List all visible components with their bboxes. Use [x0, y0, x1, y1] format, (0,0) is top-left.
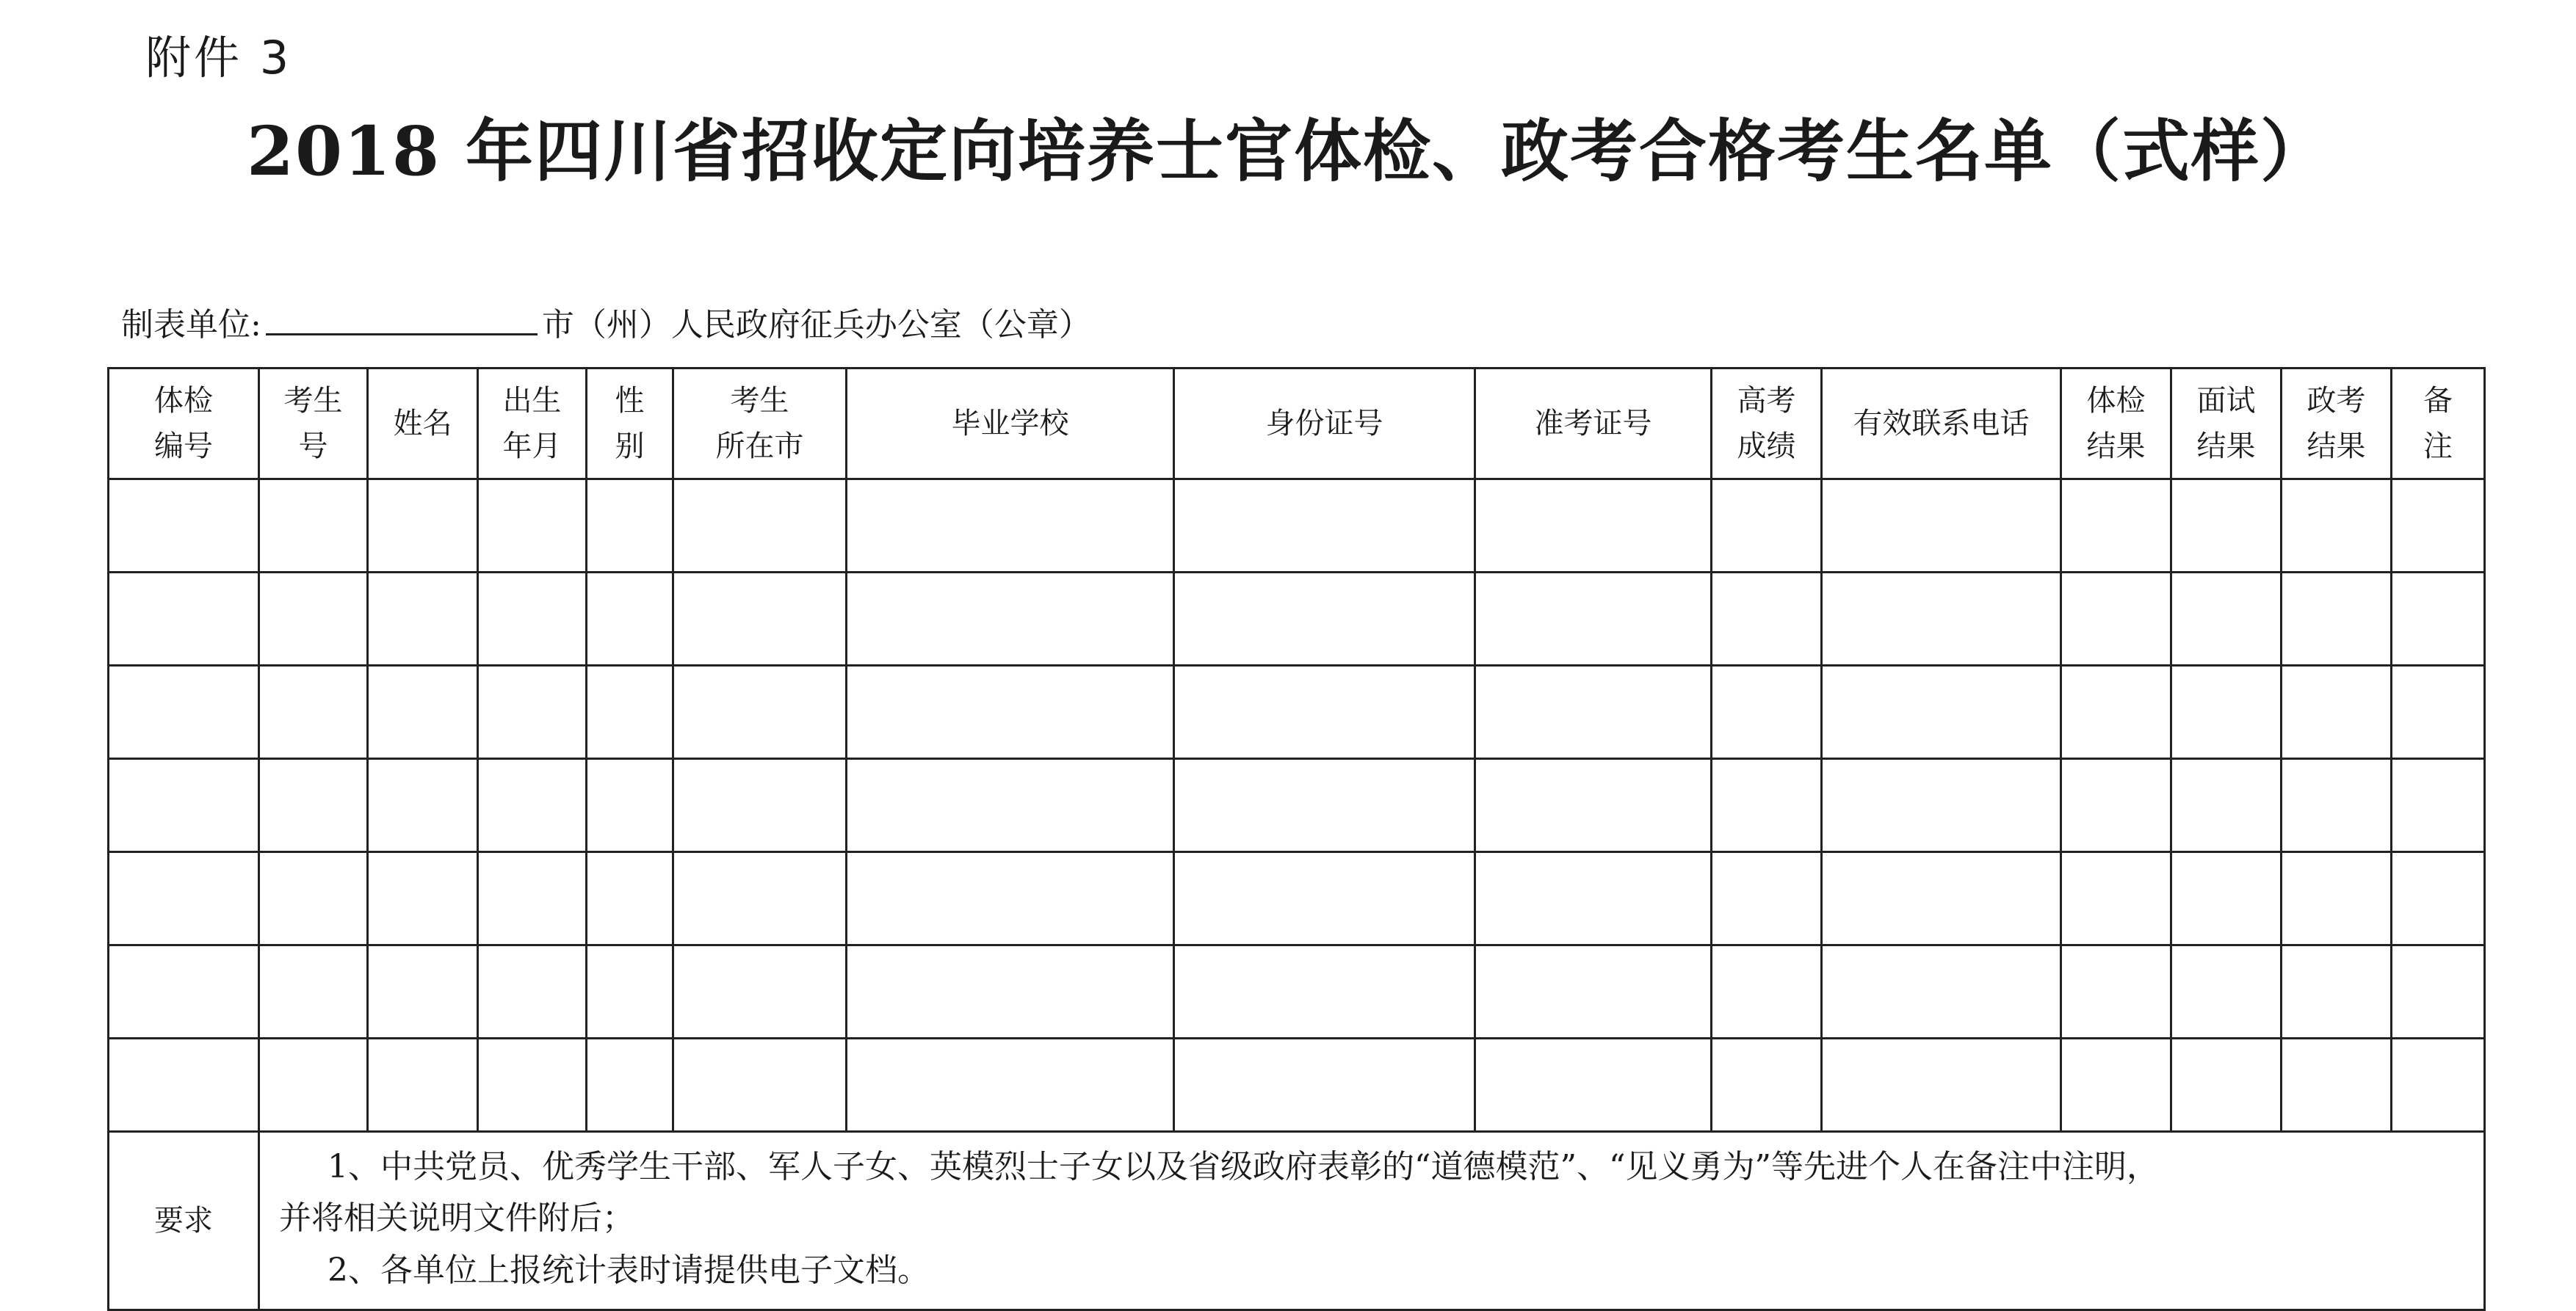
table-cell[interactable] [587, 573, 673, 666]
table-row [109, 759, 2485, 852]
issuing-unit-label: 制表单位: [121, 306, 261, 344]
table-cell[interactable] [109, 573, 259, 666]
table-cell[interactable] [2392, 573, 2485, 666]
table-cell[interactable] [1712, 573, 1822, 666]
table-cell[interactable] [1174, 852, 1475, 945]
table-cell[interactable] [587, 1039, 673, 1132]
table-cell[interactable] [1174, 1039, 1475, 1132]
table-cell[interactable] [1822, 1039, 2061, 1132]
table-row [109, 852, 2485, 945]
table-cell[interactable] [109, 1039, 259, 1132]
table-cell[interactable] [478, 945, 587, 1039]
requirements-row [109, 1132, 2485, 1310]
table-cell[interactable] [2392, 759, 2485, 852]
table-cell[interactable] [2171, 479, 2282, 573]
header-gender: 性 别 [587, 368, 673, 479]
table-cell[interactable] [587, 759, 673, 852]
header-remarks: 备 注 [2392, 368, 2485, 479]
table-cell[interactable] [1174, 573, 1475, 666]
requirement-item-1-continued: 并将相关说明文件附后； [279, 1199, 634, 1238]
table-cell[interactable] [2061, 666, 2171, 759]
table-cell[interactable] [847, 1039, 1174, 1132]
table-cell[interactable] [673, 945, 847, 1039]
table-cell[interactable] [2061, 573, 2171, 666]
table-cell[interactable] [1174, 945, 1475, 1039]
table-cell[interactable] [2282, 666, 2392, 759]
table-cell[interactable] [673, 573, 847, 666]
table-cell[interactable] [1174, 479, 1475, 573]
table-cell[interactable] [2392, 1039, 2485, 1132]
table-cell[interactable] [2171, 666, 2282, 759]
table-cell[interactable] [2282, 759, 2392, 852]
requirement-item-2: 2、各单位上报统计表时请提供电子文档。 [328, 1251, 930, 1289]
table-cell[interactable] [673, 759, 847, 852]
table-cell[interactable] [2392, 852, 2485, 945]
table-cell[interactable] [1475, 852, 1712, 945]
table-cell[interactable] [259, 1039, 368, 1132]
table-cell[interactable] [478, 573, 587, 666]
table-cell[interactable] [2061, 1039, 2171, 1132]
requirements-text [259, 1132, 2485, 1310]
table-cell[interactable] [109, 479, 259, 573]
table-cell[interactable] [1475, 666, 1712, 759]
table-cell[interactable] [2282, 945, 2392, 1039]
issuing-unit-suffix: 市（州）人民政府征兵办公室（公章） [541, 306, 1091, 344]
table-cell[interactable] [259, 573, 368, 666]
table-cell[interactable] [2171, 852, 2282, 945]
table-cell[interactable] [368, 945, 478, 1039]
issuing-unit-blank[interactable] [266, 307, 538, 335]
table-cell[interactable] [1174, 666, 1475, 759]
header-physical-result: 体检 结果 [2061, 368, 2171, 479]
table-cell[interactable] [673, 479, 847, 573]
table-cell[interactable] [847, 945, 1174, 1039]
table-cell[interactable] [1822, 479, 2061, 573]
table-cell[interactable] [259, 852, 368, 945]
table-cell[interactable] [2061, 852, 2171, 945]
table-cell[interactable] [259, 759, 368, 852]
table-cell[interactable] [587, 666, 673, 759]
table-cell[interactable] [259, 666, 368, 759]
table-cell[interactable] [2171, 1039, 2282, 1132]
table-cell[interactable] [1475, 1039, 1712, 1132]
table-cell[interactable] [109, 759, 259, 852]
table-cell[interactable] [1712, 852, 1822, 945]
document-title: 2018 年四川省招收定向培养士官体检、政考合格考生名单（式样） [246, 112, 2330, 191]
table-cell[interactable] [478, 852, 587, 945]
table-cell[interactable] [1712, 479, 1822, 573]
table-cell[interactable] [109, 852, 259, 945]
table-row [109, 479, 2485, 573]
header-interview-result: 面试 结果 [2171, 368, 2282, 479]
table-cell[interactable] [2061, 479, 2171, 573]
table-cell[interactable] [2061, 759, 2171, 852]
table-cell[interactable] [2282, 479, 2392, 573]
table-cell[interactable] [2392, 479, 2485, 573]
table-cell[interactable] [1475, 759, 1712, 852]
table-row [109, 666, 2485, 759]
table-cell[interactable] [1174, 759, 1475, 852]
table-cell[interactable] [368, 666, 478, 759]
table-cell[interactable] [478, 479, 587, 573]
table-row [109, 945, 2485, 1039]
table-cell[interactable] [1475, 945, 1712, 1039]
annex-label: 附件 3 [145, 31, 292, 84]
header-candidate-city: 考生 所在市 [673, 368, 847, 479]
header-id-number: 身份证号 [1174, 368, 1475, 479]
table-cell[interactable] [478, 759, 587, 852]
table-cell[interactable] [1712, 759, 1822, 852]
table-cell[interactable] [2061, 945, 2171, 1039]
table-cell[interactable] [1712, 945, 1822, 1039]
requirement-item-1: 1、中共党员、优秀学生干部、军人子女、英模烈士子女以及省级政府表彰的“道德模范”、“见义勇为”等先进个人在备注中注明， [328, 1148, 2159, 1185]
table-cell[interactable] [1712, 666, 1822, 759]
table-cell[interactable] [368, 479, 478, 573]
table-cell[interactable] [1822, 759, 2061, 852]
header-name: 姓名 [368, 368, 478, 479]
table-cell[interactable] [478, 666, 587, 759]
table-cell[interactable] [847, 852, 1174, 945]
table-cell[interactable] [2171, 945, 2282, 1039]
table-cell[interactable] [2282, 852, 2392, 945]
table-cell[interactable] [1822, 573, 2061, 666]
table-cell[interactable] [847, 479, 1174, 573]
candidate-list-table [107, 367, 2486, 1311]
table-cell[interactable] [847, 759, 1174, 852]
table-cell[interactable] [673, 852, 847, 945]
header-candidate-number: 考生 号 [259, 368, 368, 479]
header-admission-ticket: 准考证号 [1475, 368, 1712, 479]
table-cell[interactable] [1822, 852, 2061, 945]
table-cell[interactable] [587, 852, 673, 945]
table-cell[interactable] [259, 479, 368, 573]
table-cell[interactable] [368, 573, 478, 666]
issuing-unit-line [121, 306, 1091, 344]
table-cell[interactable] [2171, 759, 2282, 852]
header-birth-date: 出生 年月 [478, 368, 587, 479]
table-cell[interactable] [673, 1039, 847, 1132]
header-graduation-school: 毕业学校 [847, 368, 1174, 479]
table-cell[interactable] [1822, 666, 2061, 759]
table-row [109, 573, 2485, 666]
header-exam-number: 体检 编号 [109, 368, 259, 479]
requirements-label: 要求 [109, 1132, 259, 1310]
table-cell[interactable] [109, 666, 259, 759]
table-cell[interactable] [478, 1039, 587, 1132]
table-cell[interactable] [587, 945, 673, 1039]
table-cell[interactable] [1475, 479, 1712, 573]
table-cell[interactable] [847, 573, 1174, 666]
table-cell[interactable] [1475, 573, 1712, 666]
header-political-result: 政考 结果 [2282, 368, 2392, 479]
table-cell[interactable] [2282, 1039, 2392, 1132]
header-phone: 有效联系电话 [1822, 368, 2061, 479]
table-cell[interactable] [2392, 666, 2485, 759]
table-cell[interactable] [109, 945, 259, 1039]
table-cell[interactable] [259, 945, 368, 1039]
table-cell[interactable] [847, 666, 1174, 759]
table-cell[interactable] [2392, 945, 2485, 1039]
table-cell[interactable] [368, 1039, 478, 1132]
table-cell[interactable] [1712, 1039, 1822, 1132]
table-cell[interactable] [673, 666, 847, 759]
table-cell[interactable] [368, 852, 478, 945]
table-cell[interactable] [368, 759, 478, 852]
table-header-row [109, 368, 2485, 479]
header-exam-score: 高考 成绩 [1712, 368, 1822, 479]
table-row [109, 1039, 2485, 1132]
table-cell[interactable] [2282, 573, 2392, 666]
table-cell[interactable] [587, 479, 673, 573]
table-cell[interactable] [1822, 945, 2061, 1039]
table-cell[interactable] [2171, 573, 2282, 666]
